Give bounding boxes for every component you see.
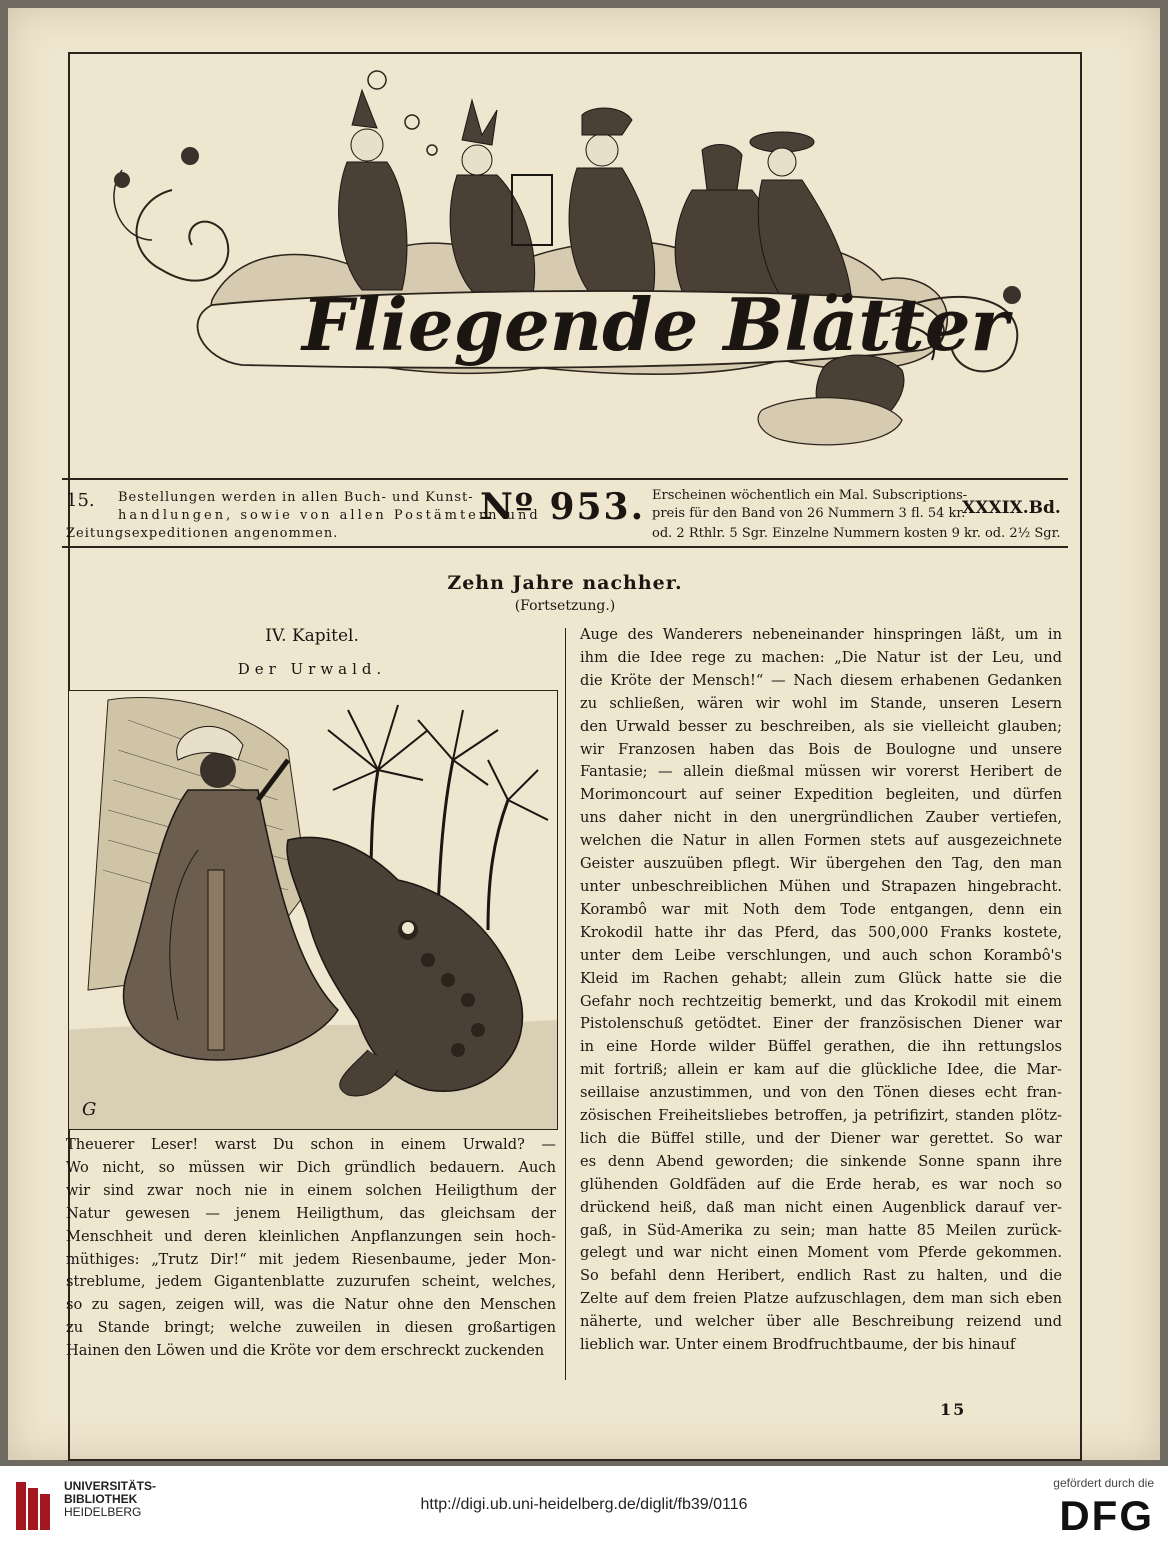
- right-line: unter unbeschreiblichen Mühen und Strapazen hingebracht.: [580, 877, 1062, 895]
- right-line: welchen die Natur in allen Formen stets auf ausgezeichnete: [580, 832, 1062, 850]
- right-line: es denn Abend geworden; die sinkende Sonne spann ihre: [580, 1152, 1062, 1170]
- masthead-title: Fliegende Blätter: [302, 282, 1009, 367]
- left-line: Menschheit und deren kleinlichen Anpflanzungen sein hoch-: [66, 1227, 556, 1245]
- right-line: Fantasie; — allein dießmal müssen wir vorerst Heribert de: [580, 763, 1062, 781]
- left-line: zu Stande bringt; welche zuweilen in diesen großartigen: [66, 1319, 556, 1337]
- right-line: wir Franzosen haben das Bois de Boulogne und unsere: [580, 740, 1062, 758]
- issue-info-bar: [62, 486, 1068, 542]
- right-column-text: [580, 624, 1062, 1357]
- right-line: lich die Büffel stille, und der Diener war gerettet. So war: [580, 1129, 1062, 1147]
- right-line: zu schließen, wären wir wohl im Stande, unseren Lesern: [580, 694, 1062, 712]
- order-info-line-1: Bestellungen werden in allen Buch- und Kunst-: [118, 490, 474, 505]
- right-line: glühenden Goldfäden auf die Erde herab, es war noch so: [580, 1175, 1062, 1193]
- right-line: Kleid im Rachen gehabt; allein zum Glück hatte sie die: [580, 969, 1062, 987]
- right-line: uns daher nicht in den unergründlichen Zauber vertiefen,: [580, 809, 1062, 827]
- masthead-svg: [62, 50, 1068, 470]
- right-line: Geister auszuüben pflegt. Wir übergehen den Tag, den man: [580, 855, 1062, 873]
- right-line: So befahl denn Heribert, endlich Rast zu halten, und die: [580, 1267, 1062, 1285]
- chapter-title: Der Urwald.: [237, 660, 387, 678]
- issue-page-number: 15.: [66, 490, 95, 511]
- left-line: Natur gewesen — jenem Heiligthum, das gleichsam der: [66, 1204, 556, 1222]
- right-line: in eine Horde wilder Büffel gerathen, die ihn rettungslos: [580, 1038, 1062, 1056]
- right-line: drückend heiß, daß man nicht einen Augenblick darauf ver-: [580, 1198, 1062, 1216]
- page-number: 15: [940, 1400, 967, 1419]
- header-rule-bottom: [62, 546, 1068, 548]
- right-line: Zelte auf dem freien Platze aufzuschlagen, dem man sich eben: [580, 1290, 1062, 1308]
- right-line: Krokodil hatte ihr das Pferd, das 500,000 Franks kostete,: [580, 923, 1062, 941]
- right-line: Gefahr noch rechtzeitig bemerkt, und das Krokodil mit einem: [580, 992, 1062, 1010]
- order-info-line-3: Zeitungsexpeditionen angenommen.: [66, 526, 339, 541]
- left-line: Wo nicht, so müssen wir Dich gründlich bedauern. Auch: [66, 1158, 556, 1176]
- article-title: Zehn Jahre nachher.: [447, 572, 683, 594]
- right-line: Korambô war mit Noth dem Tode entgangen, denn ein: [580, 900, 1062, 918]
- library-name-line-1: UNIVERSITÄTS-: [64, 1479, 157, 1493]
- publication-info-line-3: od. 2 Rthlr. 5 Sgr. Einzelne Nummern kosten 9 kr. od. 2½ Sgr.: [652, 526, 1061, 541]
- volume-label: XXXIX.Bd.: [962, 498, 1061, 518]
- svg-text:G: G: [82, 1099, 97, 1120]
- article-subtitle: (Fortsetzung.): [514, 598, 616, 614]
- library-name-line-2: BIBLIOTHEK: [64, 1492, 138, 1506]
- left-line: Hainen den Löwen und die Kröte vor dem erschreckt zuckenden: [66, 1342, 545, 1360]
- left-column-text: [66, 1134, 556, 1363]
- left-line: wir sind zwar noch nie in einem solchen Heiligthum der: [66, 1181, 556, 1199]
- crocodile-illustration: [68, 690, 558, 1130]
- right-line: näherte, und welcher über alle Beschreibung reizend und: [580, 1313, 1062, 1331]
- right-line: mit fortriß; allein er kam auf die glückliche Idee, die Mar-: [580, 1061, 1062, 1079]
- footer-bar: [0, 1466, 1168, 1550]
- order-info-line-2: handlungen, sowie von allen Postämtern und: [118, 508, 541, 523]
- right-line: ihm die Idee rege zu machen: „Die Natur ist der Leu, und: [580, 648, 1062, 666]
- left-line: so zu sagen, zeigen will, was die Natur ohne den Menschen: [66, 1296, 556, 1314]
- masthead-illustration: [62, 50, 1068, 470]
- permalink-url[interactable]: http://digi.ub.uni-heidelberg.de/diglit/fb39/0116: [420, 1496, 748, 1513]
- chapter-heading: IV. Kapitel.: [265, 626, 359, 646]
- right-line: den Urwald besser zu beschreiben, als sie vielleicht glauben;: [580, 717, 1062, 735]
- right-line: lieblich war. Unter einem Brodfruchtbaume, der bis hinauf: [580, 1336, 1016, 1354]
- right-line: die Kröte der Mensch!“ — Nach diesem erhabenen Gedanken: [580, 671, 1062, 689]
- right-line: unter dem Leibe verschlungen, und auch schon Korambô's: [580, 946, 1062, 964]
- publication-info-line-1: Erscheinen wöchentlich ein Mal. Subscriptions-: [652, 488, 968, 503]
- dfg-logo: DFG: [1059, 1492, 1154, 1539]
- publication-info-line-2: preis für den Band von 26 Nummern 3 fl. 54 kr.: [652, 506, 966, 521]
- right-line: seillaise anzustimmen, und von den Tönen dieses echt fran-: [580, 1084, 1062, 1102]
- left-line: Theuerer Leser! warst Du schon in einem Urwald? —: [66, 1136, 556, 1153]
- left-line: müthiges: „Trutz Dir!“ mit jedem Riesenbaume, jeder Mon-: [66, 1250, 556, 1268]
- right-line: gaß, in Süd-Amerika zu sein; man hatte 85 Meilen zurück-: [580, 1221, 1062, 1239]
- funding-caption: gefördert durch die: [1053, 1476, 1154, 1490]
- right-line: gelegt und war nicht einen Moment vom Pferde gekommen.: [580, 1244, 1062, 1262]
- library-name-line-3: HEIDELBERG: [64, 1505, 142, 1519]
- right-line: Auge des Wanderers nebeneinander hinspringen läßt, um in: [580, 626, 1062, 643]
- right-line: zösischen Freiheitsliebes betroffen, ja petrifizirt, standen plötz-: [580, 1107, 1062, 1125]
- crocodile-illustration-svg: [68, 690, 558, 1130]
- right-line: Pistolenschuß getödtet. Einer der französischen Diener war: [580, 1015, 1062, 1033]
- right-line: Morimoncourt auf seiner Expedition begleiten, und dürfen: [580, 786, 1062, 804]
- issue-number: Nº 953.: [480, 486, 646, 528]
- left-line: streblume, jedem Gigantenblatte zuzurufen scheint, welches,: [66, 1273, 556, 1291]
- column-divider: [565, 628, 566, 1380]
- header-rule-top: [62, 478, 1068, 480]
